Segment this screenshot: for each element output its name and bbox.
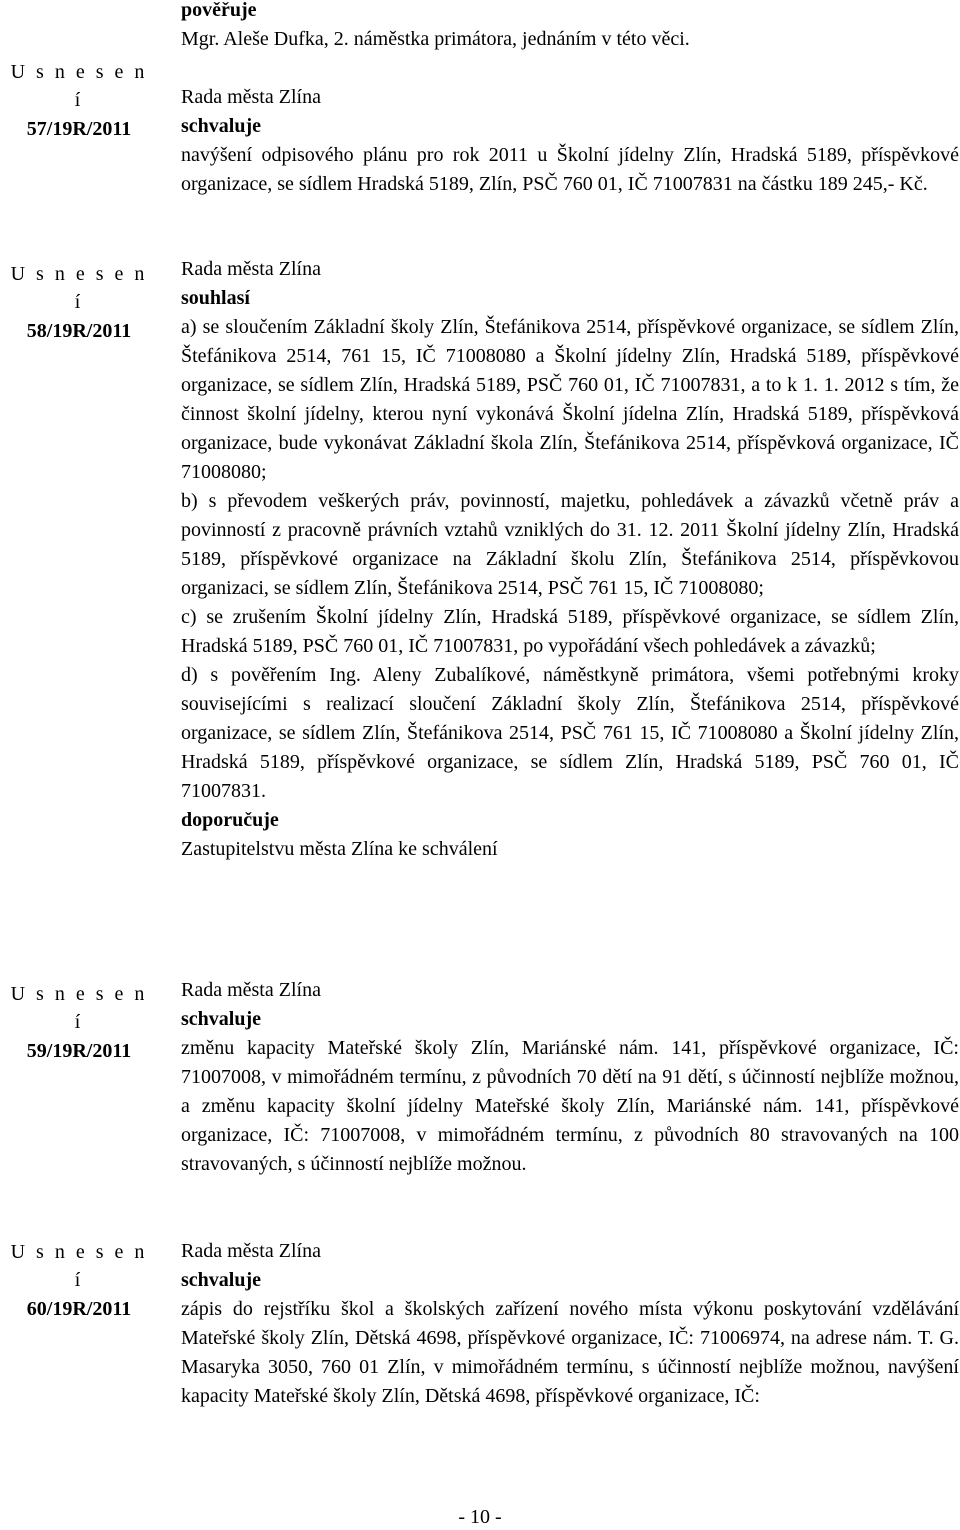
verb-heading: schvaluje [181, 115, 261, 137]
resolution-word: U s n e s e n í [10, 983, 148, 1033]
resolution-label-59 [4, 980, 154, 1065]
resolution-text: změnu kapacity Mateřské školy Zlín, Mariánské nám. 141, příspěvkové organizace, IČ: 71007008, v mimořádném termínu, z původních 70 dětí na 91 dětí, s účinností nejblíže možnou, a změnu kapacity školní jídelny Mateřské školy Zlín, Mariánské nám. 141, příspěvkové organizace, IČ: 71007008, v mimořádném termínu, z původních 80 stravovaných na 100 stravovaných, s účinností nejblíže možnou. [181, 1037, 959, 1175]
verb-heading: schvaluje [181, 1008, 261, 1030]
item-d: d) s pověřením Ing. Aleny Zubalíkové, náměstkyně primátora, všemi potřebnými kroky souvisejícími s realizací sloučení Základní školy Zlín, Štefánikova 2514, příspěvkové organizace, se sídlem Zlín, Štefánikova 2514, PSČ 761 15, IČ 71008080 a Školní jídelny Zlín, Hradská 5189, příspěvkové organizace, se sídlem Zlín, Hradská 5189, PSČ 760 01, IČ 71007831. [181, 664, 959, 802]
resolution-text: zápis do rejstříku škol a školských zařízení nového místa výkonu poskytování vzdělávání Mateřské školy Zlín, Dětská 4698, příspěvkové organizace, IČ: 71006974, na adrese nám. T. G. Masaryka 3050, 760 01 Zlín, v mimořádném termínu, s účinností nejblíže možnou, navýšení kapacity Mateřské školy Zlín, Dětská 4698, příspěvkové organizace, IČ: [181, 1298, 959, 1407]
council-name: Rada města Zlína [181, 979, 321, 1001]
council-name: Rada města Zlína [181, 258, 321, 280]
council-name: Rada města Zlína [181, 1240, 321, 1262]
resolution-number: 57/19R/2011 [26, 118, 132, 140]
resolution-text: Mgr. Aleše Dufka, 2. náměstka primátora, jednáním v této věci. [181, 28, 690, 50]
verb-heading: souhlasí [181, 287, 250, 309]
resolution-text: navýšení odpisového plánu pro rok 2011 u Školní jídelny Zlín, Hradská 5189, příspěvkové organizace, se sídlem Hradská 5189, Zlín, PSČ 760 01, IČ 71007831 na částku 189 245,- Kč. [181, 144, 959, 195]
resolution-text-2: Zastupitelstvu města Zlína ke schválení [181, 838, 498, 860]
item-a: a) se sloučením Základní školy Zlín, Štefánikova 2514, příspěvkové organizace, se sídlem Zlín, Štefánikova 2514, 761 15, IČ 71008080 a Školní jídelny Zlín, Hradská 5189, příspěvkové organizace, se sídlem Zlín, Hradská 5189, PSČ 760 01, IČ 71007831, a to k 1. 1. 2012 s tím, že činnost školní jídelny, kterou nyní vykonává Školní jídelna Zlín, Hradská 5189, příspěvková organizace, bude vykonávat Základní škola Zlín, Štefánikova 2514, příspěvková organizace, IČ 71008080; [181, 316, 959, 483]
resolution-number: 58/19R/2011 [26, 320, 132, 342]
council-name: Rada města Zlína [181, 86, 321, 108]
verb-heading-2: doporučuje [181, 809, 279, 831]
item-b: b) s převodem veškerých práv, povinností, majetku, pohledávek a závazků včetně práv a povinností z pracovně právních vztahů vzniklých do 31. 12. 2011 Školní jídelny Zlín, Hradská 5189, příspěvkové organizace na Základní školu Zlín, Štefánikova 2514, příspěvkovou organizaci, se sídlem Zlín, Štefánikova 2514, PSČ 761 15, IČ 71008080; [181, 490, 959, 599]
verb-heading: pověřuje [181, 0, 257, 21]
resolution-number: 60/19R/2011 [26, 1298, 132, 1320]
resolution-word: U s n e s e n í [10, 1241, 148, 1291]
resolution-label-58 [4, 260, 154, 345]
resolution-block-57 [181, 83, 959, 199]
item-c: c) se zrušením Školní jídelny Zlín, Hradská 5189, příspěvkové organizace, se sídlem Zlín, Hradská 5189, PSČ 760 01, IČ 71007831, po vypořádání všech pohledávek a závazků; [181, 606, 959, 657]
resolution-block-58 [181, 255, 959, 864]
resolution-word: U s n e s e n í [10, 263, 148, 313]
resolution-block-60 [181, 1237, 959, 1411]
resolution-number: 59/19R/2011 [26, 1040, 132, 1062]
verb-heading: schvaluje [181, 1269, 261, 1291]
resolution-block-59 [181, 976, 959, 1179]
page-number: - 10 - [458, 1506, 502, 1528]
resolution-word: U s n e s e n í [10, 61, 148, 111]
resolution-label-57 [4, 58, 154, 143]
resolution-label-60 [4, 1238, 154, 1323]
top-continuation-block [181, 0, 959, 54]
